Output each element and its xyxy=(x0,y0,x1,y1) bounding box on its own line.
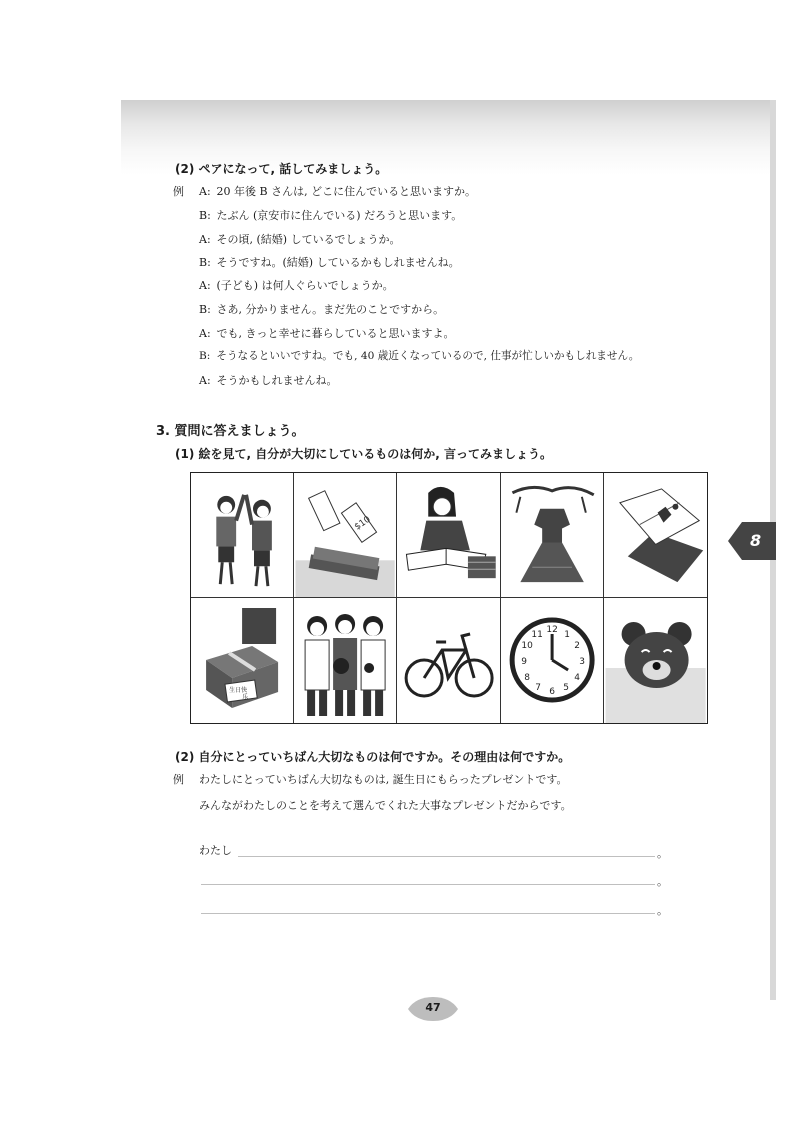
example-sentence: わたしにとっていちばん大切なものは, 誕生日にもらったプレゼントです。 xyxy=(199,773,568,786)
question-1-prompt: (1) 絵を見て, 自分が大切にしているものは何か, 言ってみましょう。 xyxy=(175,447,552,461)
page-number: 47 xyxy=(425,1001,441,1014)
page-number-badge xyxy=(408,995,458,1023)
dialogue-line: A: その頃, (結婚) しているでしょうか。 xyxy=(199,233,401,246)
picture-bicycle xyxy=(397,598,500,723)
example-label: 例 xyxy=(173,185,184,198)
picture-gift-box xyxy=(191,598,294,723)
picture-grid xyxy=(190,472,708,724)
svg-text:5: 5 xyxy=(562,683,569,693)
answer-prefix: わたし xyxy=(199,844,232,857)
picture-teddy-bear xyxy=(604,598,707,723)
picture-group-of-friends xyxy=(294,598,397,723)
svg-text:10: 10 xyxy=(520,641,533,651)
svg-text:11: 11 xyxy=(530,630,543,640)
dialogue-line: A: そうかもしれませんね。 xyxy=(199,374,338,387)
svg-text:4: 4 xyxy=(573,673,580,683)
answer-line[interactable] xyxy=(238,856,655,857)
picture-dress xyxy=(501,473,604,598)
chapter-number: 8 xyxy=(750,531,762,550)
pair-practice-heading: (2) ペアになって, 話してみましょう。 xyxy=(175,162,388,176)
svg-text:12: 12 xyxy=(545,625,558,635)
question-2-prompt: (2) 自分にとっていちばん大切なものは何ですか。その理由は何ですか。 xyxy=(175,750,571,764)
dialogue-line: B: そうですね。(結婚) しているかもしれませんね。 xyxy=(199,256,460,269)
dialogue-line: A: でも, きっと幸せに暮らしていると思いますよ。 xyxy=(199,327,455,340)
svg-text:8: 8 xyxy=(523,673,530,683)
picture-money xyxy=(294,473,397,598)
svg-text:1: 1 xyxy=(563,630,570,640)
dialogue-line: B: たぶん (京安市に住んでいる) だろうと思います。 xyxy=(199,209,463,222)
picture-friends xyxy=(191,473,294,598)
money-label: $10 xyxy=(353,514,373,533)
example-label: 例 xyxy=(173,773,184,786)
answer-line[interactable] xyxy=(201,884,655,885)
svg-text:2: 2 xyxy=(573,641,580,651)
gift-label: 生日快 xyxy=(229,687,248,694)
svg-text:9: 9 xyxy=(520,657,527,667)
svg-text:3: 3 xyxy=(578,657,585,667)
answer-line[interactable] xyxy=(201,913,655,914)
picture-books-study xyxy=(397,473,500,598)
gift-label: 乐 xyxy=(242,694,249,701)
chapter-tab xyxy=(728,522,776,560)
dialogue-line: A: (子ども) は何人ぐらいでしょうか。 xyxy=(199,279,394,292)
dialogue-line: B: そうなるといいですね。でも, 40 歳近くなっているので, 仕事が忙しいかもしれません。 xyxy=(199,350,640,362)
answer-period: 。 xyxy=(657,904,668,917)
example-sentence: みんながわたしのことを考えて選んでくれた大事なプレゼントだからです。 xyxy=(199,799,572,812)
svg-text:7: 7 xyxy=(534,683,541,693)
answer-period: 。 xyxy=(657,847,668,860)
dialogue-line: B: さあ, 分かりません。まだ先のことですから。 xyxy=(199,303,445,316)
answer-period: 。 xyxy=(657,875,668,888)
svg-text:6: 6 xyxy=(548,687,555,697)
picture-clock xyxy=(501,598,604,723)
picture-photo-album xyxy=(604,473,707,598)
dialogue-line: A: 20 年後 B さんは, どこに住んでいると思いますか。 xyxy=(199,185,477,198)
section-3-heading: 3. 質問に答えましょう。 xyxy=(156,424,305,439)
